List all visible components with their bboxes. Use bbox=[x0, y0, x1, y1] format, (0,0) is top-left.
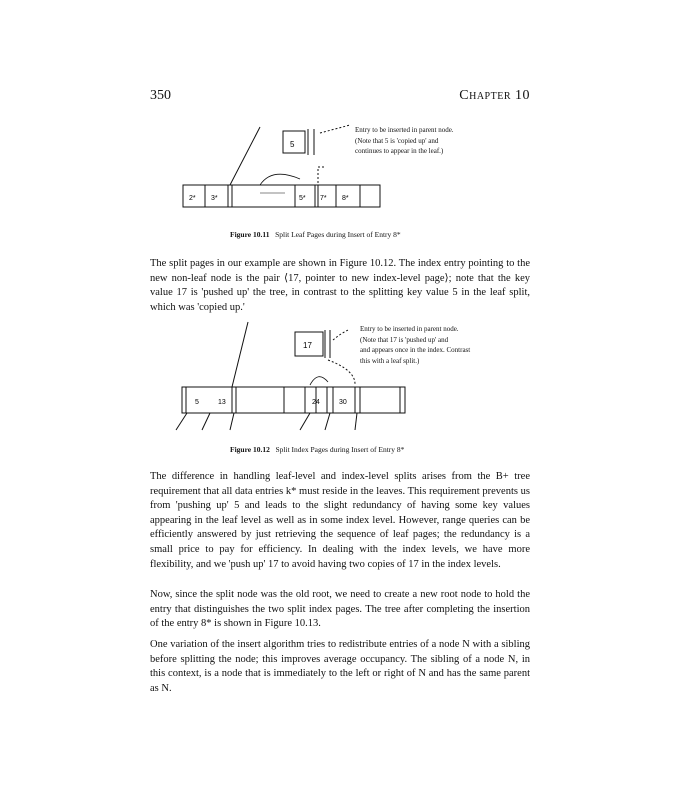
fig11-note bbox=[355, 125, 454, 157]
left-leaf-key-2: 3* bbox=[211, 195, 218, 202]
fig11-note-line-2: (Note that 5 is 'copied up' and bbox=[355, 136, 439, 145]
paragraph-4: One variation of the insert algorithm tries to redistribute entries of a node N with a sibling before splitting the node; this improves average occupancy. The sibling of a node N, in this context, is a node that is immediately to the left or right of N and has the same parent as N. bbox=[150, 639, 530, 694]
parent-key-text: 17 bbox=[303, 341, 312, 350]
fig12-note-line-1: Entry to be inserted in parent node. bbox=[360, 325, 459, 333]
fig11-caption-label: Figure 10.11 bbox=[230, 230, 270, 239]
fig12-caption-label: Figure 10.12 bbox=[230, 445, 270, 454]
chapter-title: Chapter 10 bbox=[459, 88, 530, 103]
fig11-caption-text: Split Leaf Pages during Insert of Entry 8* bbox=[275, 230, 401, 239]
right-leaf-node bbox=[295, 185, 380, 207]
fig12-note-line-3: and appears once in the index. Contrast bbox=[360, 346, 471, 354]
left-leaf-key-1: 2* bbox=[189, 195, 196, 202]
left-index-key-2: 13 bbox=[218, 399, 226, 406]
figure-10-12-diagram bbox=[150, 320, 540, 435]
figure-10-12-caption bbox=[230, 445, 404, 454]
fig12-note-line-4: this with a leaf split.) bbox=[360, 356, 420, 365]
figure-10-11-caption bbox=[230, 230, 401, 239]
copied-up-arrow bbox=[318, 167, 325, 183]
fig12-note-line-2: (Note that 17 is 'pushed up' and bbox=[360, 335, 449, 344]
fig11-note-line-1: Entry to be inserted in parent node. bbox=[355, 126, 454, 134]
right-index-key-1: 24 bbox=[312, 399, 320, 406]
fig12-caption-text: Split Index Pages during Insert of Entry 8* bbox=[275, 445, 405, 454]
paragraph-3: Now, since the split node was the old root, we need to create a new root node to hold the entry that distinguishes the two split index pages. The tree after completing the insertion of the entry 8* is shown in Figure 10.13. bbox=[150, 589, 530, 630]
right-index-key-2: 30 bbox=[339, 399, 347, 406]
fig12-note bbox=[360, 324, 470, 366]
left-index-node bbox=[182, 387, 316, 413]
figure-10-11-diagram bbox=[150, 115, 540, 225]
paragraph-2: The difference in handling leaf-level and index-level splits arises from the B+ tree requirement that all data entries k* must reside in the leaves. This requirement prevents us from 'pushing up' 5 and leads to the slight redundancy of having some key values appearing in the leaf level as well as in some index level. However, range queries can be efficiently answered by just retrieving the sequence of leaf pages; the redundancy is a small price to pay for efficiency. In dealing with the index levels, we have more flexibility, and we 'push up' 17 to avoid having two copies of 17 in the index levels. bbox=[150, 471, 530, 570]
paragraph-1: The split pages in our example are shown in Figure 10.12. The index entry pointing to the new non-leaf node is the pair ⟨17, pointer to new index-level page⟩; note that the key value 17 is 'pushed up' the tree, in contrast to the splitting key value 5 in the leaf split, which was 'copied up.' bbox=[150, 258, 530, 313]
left-leaf-node bbox=[183, 185, 318, 207]
parent-pointer-line bbox=[230, 127, 260, 185]
right-leaf-key-3: 8* bbox=[342, 195, 349, 202]
parent-pointer-line bbox=[232, 322, 248, 387]
left-index-key-1: 5 bbox=[195, 399, 199, 406]
page-number: 350 bbox=[150, 88, 171, 103]
pushed-up-arrow bbox=[333, 330, 348, 340]
parent-key-text: 5 bbox=[290, 140, 295, 149]
right-leaf-key-2: 7* bbox=[320, 195, 327, 202]
fig11-note-line-3: continues to appear in the leaf.) bbox=[355, 147, 444, 155]
right-leaf-key-1: 5* bbox=[299, 195, 306, 202]
